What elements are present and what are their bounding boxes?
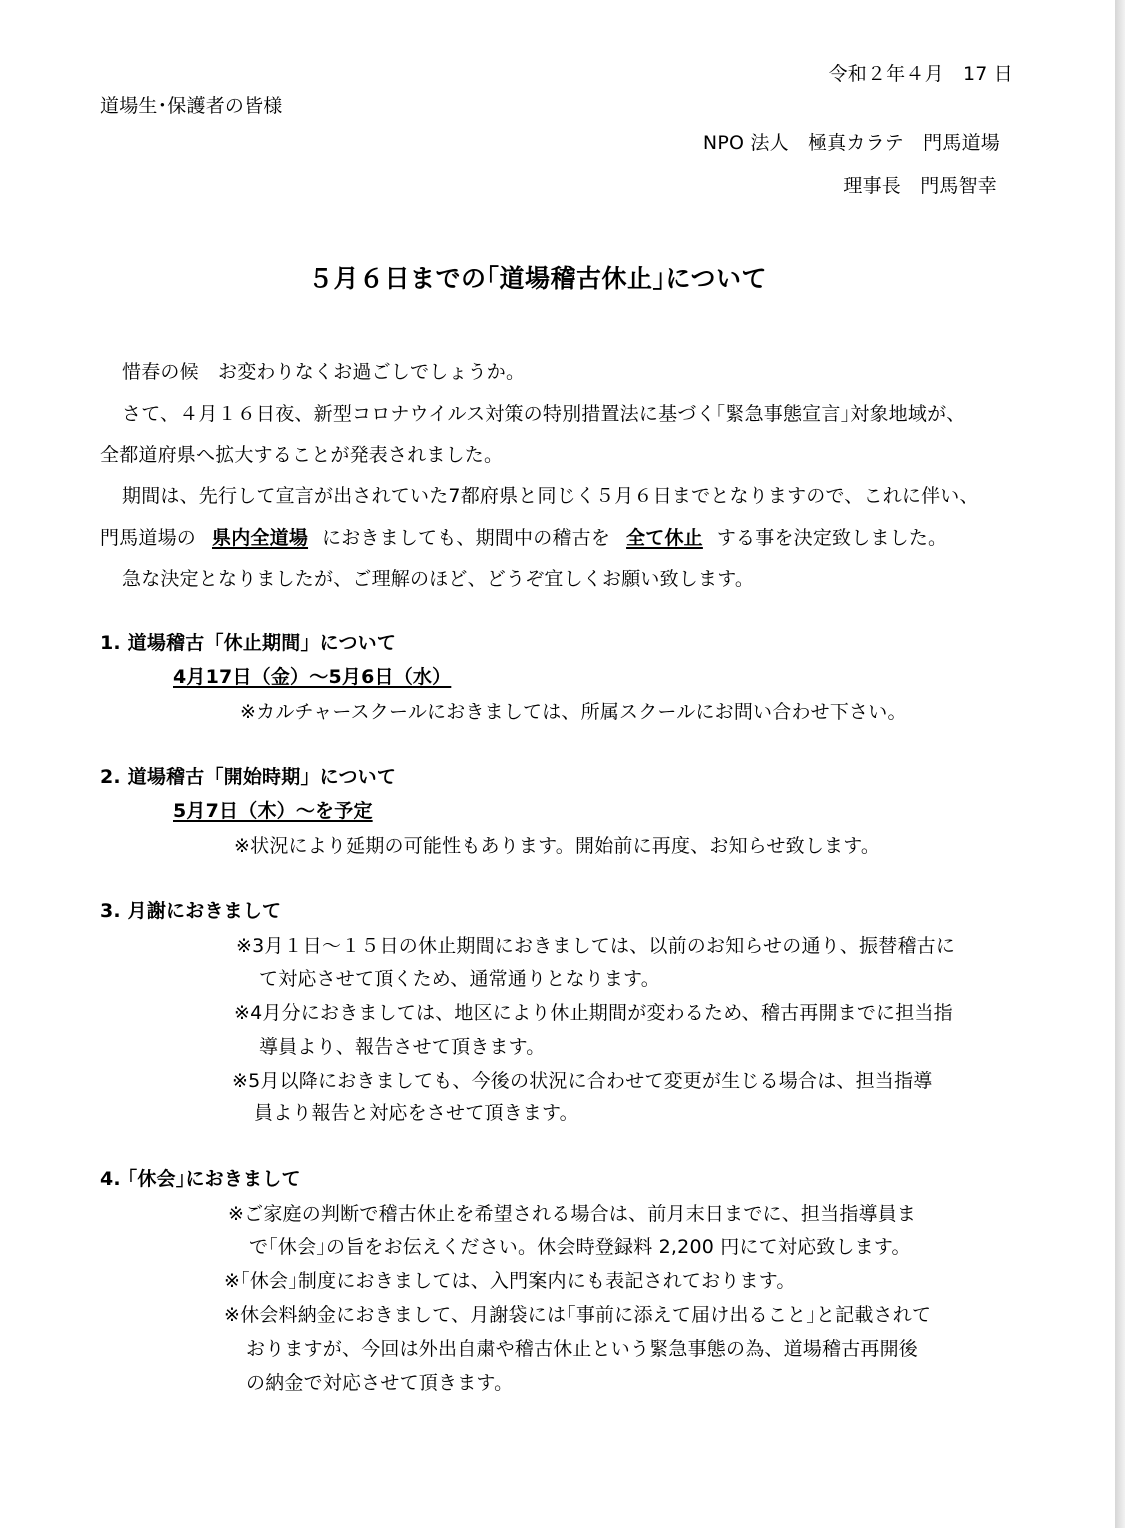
document-date: 令和２年４月 17 日 — [828, 63, 1013, 85]
section-4-note-3b: おりますが、今回は外出自粛や稽古休止という緊急事態の為、道場稽古再開後 — [246, 1338, 919, 1360]
section-4-note-1a: ※ご家庭の判断で稽古休止を希望される場合は、前月末日までに、担当指導員ま — [228, 1203, 917, 1225]
section-3-heading: 3. 月謝におきまして — [100, 900, 282, 922]
section-4-note-3c: の納金で対応させて頂きます。 — [246, 1372, 514, 1394]
intro-line-5-part-2: におきましても、期間中の稽古を — [322, 527, 611, 549]
section-3-note-1a: ※3月１日～１５日の休止期間におきましては、以前のお知らせの通り、振替稽古に — [236, 935, 956, 957]
intro-line-2: さて、４月１６日夜、新型コロナウイルス対策の特別措置法に基づく｢緊急事態宣言｣対象地域が、 — [122, 403, 966, 425]
section-3-note-2a: ※4月分におきましては、地区により休止期間が変わるため、稽古再開までに担当指 — [234, 1002, 953, 1024]
section-1-period: 4月17日（金）～5月6日（水） — [173, 666, 452, 688]
addressee: 道場生･保護者の皆様 — [100, 95, 283, 117]
section-4-note-3a: ※休会料納金におきまして、月謝袋には｢事前に添えて届け出ること｣と記載されて — [224, 1304, 932, 1326]
section-4-heading: 4. ｢休会｣におきまして — [100, 1168, 301, 1190]
section-3-note-1b: て対応させて頂くため、通常通りとなります。 — [259, 968, 660, 990]
section-3-note-3b: 員より報告と対応をさせて頂きます。 — [254, 1102, 579, 1124]
intro-line-5-part-3: する事を決定致しました。 — [716, 527, 948, 549]
intro-line-3: 全都道府県へ拡大することが発表されました。 — [100, 444, 504, 466]
organization-name: NPO 法人 極真カラテ 門馬道場 — [702, 132, 1000, 154]
intro-line-5-part-1: 門馬道場の — [100, 527, 197, 549]
highlight-all-dojos: 県内全道場 — [212, 527, 309, 549]
section-1-heading: 1. 道場稽古「休止期間」について — [100, 632, 397, 654]
intro-line-4: 期間は、先行して宣言が出されていた7都府県と同じく５月６日までとなりますので、これに伴い、 — [122, 485, 979, 507]
highlight-full-suspension: 全て休止 — [626, 527, 703, 549]
intro-line-5 — [100, 525, 947, 551]
section-2-start: 5月7日（木）～を予定 — [173, 800, 373, 822]
section-2-heading: 2. 道場稽古「開始時期」について — [100, 766, 397, 788]
intro-line-1: 惜春の候 お変わりなくお過ごしでしょうか。 — [122, 361, 526, 383]
section-3-note-3a: ※5月以降におきましても、今後の状況に合わせて変更が生じる場合は、担当指導 — [232, 1070, 933, 1092]
sender-name: 理事長 門馬智幸 — [843, 175, 997, 197]
section-1-note: ※カルチャースクールにおきましては、所属スクールにお問い合わせ下さい。 — [240, 701, 907, 723]
section-4-note-2: ※｢休会｣制度におきましては、入門案内にも表記されております。 — [224, 1270, 796, 1292]
intro-line-6: 急な決定となりましたが、ご理解のほど、どうぞ宜しくお願い致します。 — [122, 568, 755, 590]
section-2-note: ※状況により延期の可能性もあります。開始前に再度、お知らせ致します。 — [234, 835, 881, 857]
section-3-note-2b: 導員より、報告させて頂きます。 — [259, 1036, 546, 1058]
document-title: ５月６日までの｢道場稽古休止｣について — [308, 264, 768, 293]
page-edge-shadow — [1115, 0, 1125, 1528]
section-4-note-1b: で｢休会｣の旨をお伝えください。休会時登録料 2,200 円にて対応致します。 — [249, 1236, 911, 1258]
